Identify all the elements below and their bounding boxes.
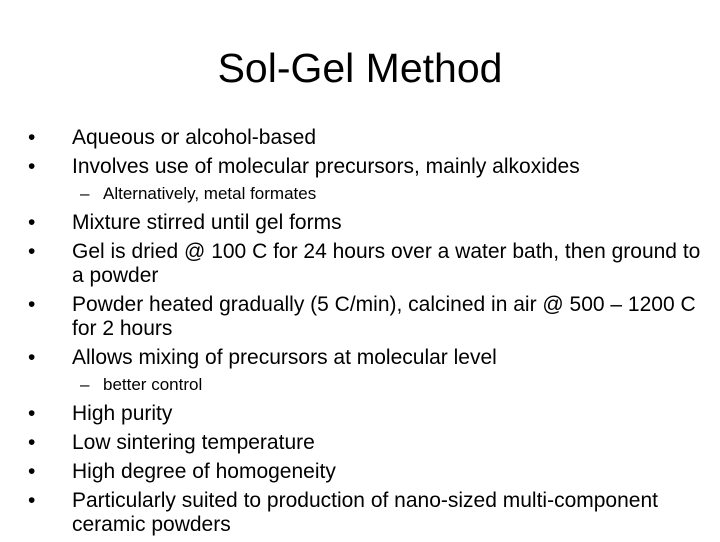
bullet-text: Mixture stirred until gel forms xyxy=(72,211,342,234)
bullet-text: Aqueous or alcohol-based xyxy=(72,126,317,149)
bullet-text: High purity xyxy=(72,402,173,425)
bullet-text: Powder heated gradually (5 C/min), calcined in air @ 500 – 1200 C for 2 hours xyxy=(72,293,696,340)
sub-bullet-text: Alternatively, metal formates xyxy=(103,184,317,203)
bullet-list xyxy=(28,126,708,542)
bullet-text: Particularly suited to production of nano-sized multi-component ceramic powders xyxy=(72,489,658,536)
bullet-text: High degree of homogeneity xyxy=(72,460,336,483)
bullet-marker: • xyxy=(28,402,36,425)
bullet-item xyxy=(28,460,708,484)
bullet-marker: • xyxy=(28,346,36,369)
bullet-item xyxy=(28,240,708,288)
sub-bullet-text: better control xyxy=(103,375,203,394)
bullet-item xyxy=(28,431,708,455)
bullet-item xyxy=(28,126,708,150)
bullet-marker: • xyxy=(28,431,36,454)
bullet-marker: • xyxy=(28,460,36,483)
bullet-text: Involves use of molecular precursors, mainly alkoxides xyxy=(72,155,580,178)
sub-bullet-item xyxy=(28,375,708,395)
bullet-item xyxy=(28,211,708,235)
bullet-item xyxy=(28,155,708,179)
sub-bullet-marker: – xyxy=(80,375,90,394)
bullet-marker: • xyxy=(28,489,36,512)
bullet-marker: • xyxy=(28,126,36,149)
bullet-text: Gel is dried @ 100 C for 24 hours over a water bath, then ground to a powder xyxy=(72,240,701,287)
bullet-item xyxy=(28,402,708,426)
sub-bullet-item xyxy=(28,184,708,204)
bullet-item xyxy=(28,293,708,341)
bullet-text: Allows mixing of precursors at molecular level xyxy=(72,346,497,369)
bullet-marker: • xyxy=(28,155,36,178)
bullet-marker: • xyxy=(28,293,36,316)
slide-title: Sol-Gel Method xyxy=(217,45,503,91)
bullet-marker: • xyxy=(28,240,36,263)
bullet-text: Low sintering temperature xyxy=(72,431,315,454)
sub-bullet-marker: – xyxy=(80,184,90,203)
bullet-item xyxy=(28,489,708,537)
bullet-marker: • xyxy=(28,211,36,234)
bullet-item xyxy=(28,346,708,370)
